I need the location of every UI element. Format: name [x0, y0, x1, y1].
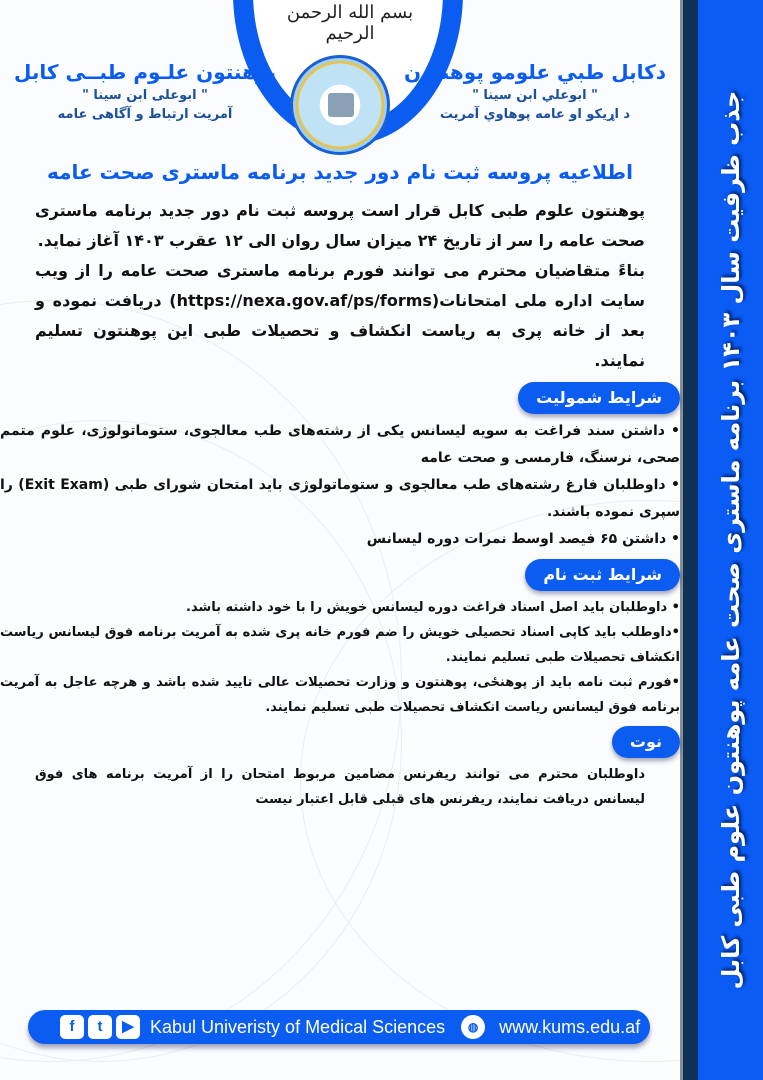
header-dari-office: آمریت ارتباط و آگاهی عامه: [57, 107, 233, 122]
note-heading: نوت: [612, 726, 680, 758]
header-dari-title: پوهنتون علـوم طبــی کابل: [13, 60, 276, 84]
header-pashto-office: د اړیکو او عامه پوهاوي آمریت: [439, 107, 631, 122]
globe-icon: ◍: [461, 1015, 485, 1039]
header-pashto-title: دکابل طبي علومو پوهنتون: [403, 60, 667, 84]
intro-paragraph: بناءً متقاضیان محترم می توانند فورم برنامه ماستری صحت عامه را از ویب سایت اداره ملی امتحانات(https://nexa.gov.af/ps/forms) دریافت نموده و بعد از خانه پری به ریاست انکشاف و تحصیلات طبی این پوهنتون تسلیم نمایند.: [35, 261, 645, 370]
list-item: • داشتن ۶۵ فیصد اوسط نمرات دوره لیسانس: [366, 531, 680, 547]
registration-heading: شرایط ثبت نام: [525, 559, 680, 591]
intro-paragraph: پوهنتون علوم طبی کابل قرار است پروسه ثبت نام دور جدید برنامه ماستری صحت عامه را سر از تاریخ ۲۴ میزان سال روان الی ۱۲ عقرب ۱۴۰۳ آغاز نماید.: [35, 201, 645, 250]
facebook-icon[interactable]: f: [60, 1015, 84, 1039]
eligibility-list: [0, 418, 680, 553]
university-seal-logo: [290, 55, 390, 155]
website-link[interactable]: www.kums.edu.af: [499, 1016, 641, 1037]
list-item: • داشتن سند فراغت به سویه لیسانس یکی از رشته‌های طب معالجوی، ستوماتولوژی، علوم متمم صحی، نرسنگ، فارمسی و صحت عامه: [0, 423, 680, 466]
header-pashto-subtitle: " ابوعلي ابن سينا ": [472, 88, 598, 103]
header-pashto: [400, 60, 670, 122]
footer-bar: [28, 1010, 650, 1044]
list-item: • داوطلبان باید اصل اسناد فراغت دوره لیسانس خویش را با خود داشته باشد.: [186, 600, 680, 615]
youtube-icon[interactable]: ▶: [116, 1015, 140, 1039]
book-icon: [328, 93, 354, 117]
sidebar-title: جذب ظرفیت سال ۱۴۰۳ برنامه ماستری صحت عامه پوهنتون علوم طبی کابل: [716, 90, 745, 990]
eligibility-heading-row: [0, 382, 680, 414]
sidebar-stripe: [680, 0, 698, 1080]
note-heading-row: [0, 726, 680, 758]
sidebar-banner: [698, 0, 763, 1080]
eligibility-heading: شرایط شمولیت: [518, 382, 680, 414]
list-item: • داوطلبان فارغ رشته‌های طب معالجوی و ستوماتولوژی باید امتحان شورای طبی (Exit Exam) را سپری نموده باشند.: [0, 477, 680, 520]
header-dari: [10, 60, 280, 122]
intro-text: [35, 196, 645, 376]
university-name: Kabul Univeristy of Medical Sciences: [150, 1016, 446, 1037]
registration-heading-row: [0, 559, 680, 591]
header-dari-subtitle: " ابوعلی ابن سینا ": [82, 88, 208, 103]
announcement-title: اطلاعیه پروسه ثبت نام دور جدید برنامه ماستری صحت عامه: [46, 160, 633, 184]
list-item: •داوطلب باید کاپی اسناد تحصیلی خویش را ضم فورم خانه پری شده به آمریت برنامه فوق لیسانس ریاست انکشاف تحصیلات طبی تسلیم نمایند.: [0, 625, 680, 665]
bismillah-calligraphy: بسم الله الرحمن الرحیم: [286, 2, 414, 44]
twitter-icon[interactable]: t: [88, 1015, 112, 1039]
note-text: داوطلبان محترم می توانند ریفرنس مضامین مربوط امتحان را از آمریت برنامه های فوق لیسانس دریافت نمایند، ریفرنس های قبلی قابل اعتبار نیست: [35, 767, 645, 807]
registration-list: [0, 595, 680, 720]
list-item: •فورم ثبت نامه باید از پوهنځی، پوهنتون و وزارت تحصیلات عالی تایید شده باشد و هرچه عاجل به آمریت برنامه فوق لیسانس ریاست انکشاف تحصیلات طبی تسلیم نمایند.: [0, 675, 680, 715]
